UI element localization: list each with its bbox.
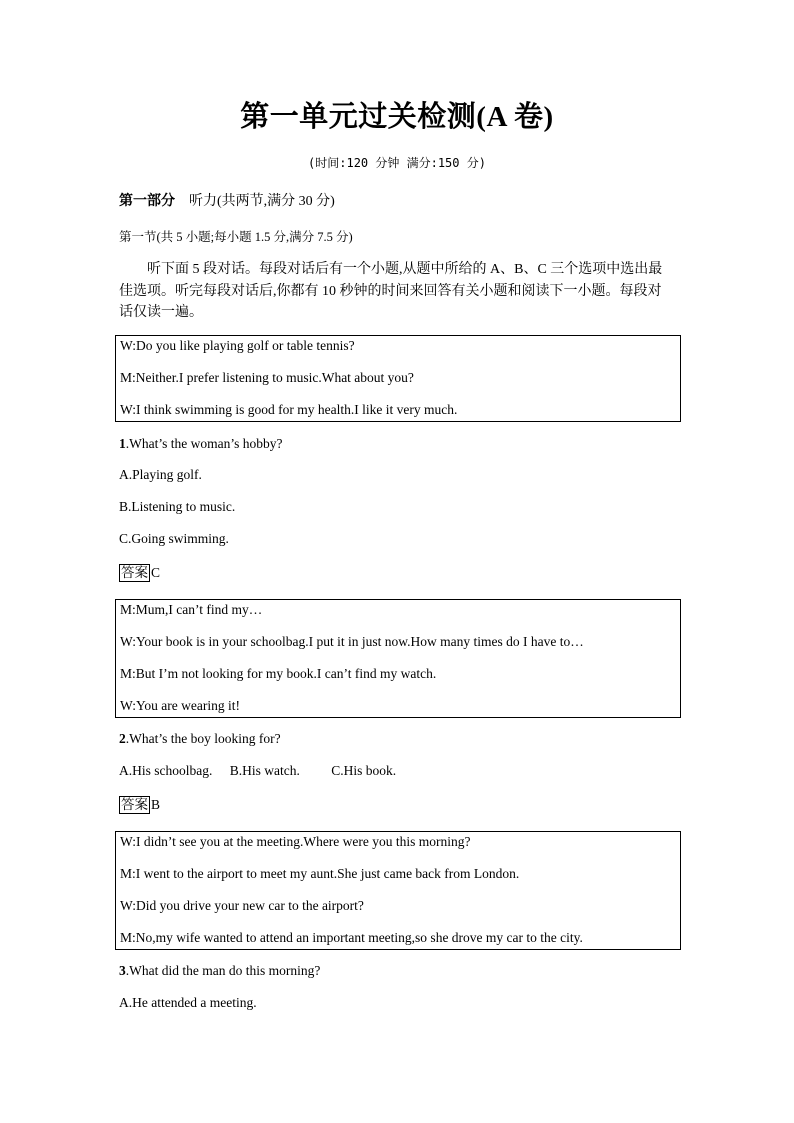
dialog-line: W:I think swimming is good for my health.I like it very much.	[120, 402, 458, 417]
question-number: 3	[119, 963, 126, 978]
option-b: B.His watch.	[229, 763, 300, 778]
exam-title: 第一单元过关检测(A 卷)	[240, 101, 554, 133]
question-3	[119, 963, 320, 979]
dialog-line: M:But I’m not looking for my book.I can’t find my watch.	[120, 666, 437, 681]
dialog-line: W:I didn’t see you at the meeting.Where were you this morning?	[120, 834, 471, 849]
question-number: 1	[119, 436, 126, 451]
answer-tag: 答案	[121, 797, 148, 812]
dialog-box-3	[115, 831, 681, 950]
options-row	[119, 763, 396, 779]
question-text: .What’s the boy looking for?	[125, 731, 281, 746]
dialog-line: W:You are wearing it!	[120, 698, 240, 713]
question-text: .What did the man do this morning?	[125, 963, 321, 978]
dialog-line: M:No,my wife wanted to attend an important meeting,so she drove my car to the city.	[120, 930, 583, 945]
option-c: C.Going swimming.	[119, 531, 229, 546]
dialog-line: W:Do you like playing golf or table tennis?	[120, 338, 355, 353]
dialog-line: W:Did you drive your new car to the airport?	[120, 898, 364, 913]
question-1	[119, 436, 282, 452]
dialog-line: W:Your book is in your schoolbag.I put it in just now.How many times do I have to…	[120, 634, 584, 649]
dialog-box-1	[115, 335, 681, 422]
answer-tag: 答案	[121, 565, 148, 580]
option-b: B.Listening to music.	[119, 499, 236, 514]
exam-subtitle: (时间:120 分钟 满分:150 分)	[308, 156, 486, 170]
answer-value: B	[151, 797, 161, 812]
option-a: A.He attended a meeting.	[119, 995, 257, 1010]
question-text: .What’s the woman’s hobby?	[125, 436, 283, 451]
section-instructions: 听下面 5 段对话。每段对话后有一个小题,从题中所给的 A、B、C 三个选项中选出最佳选项。听完每段对话后,你都有 10 秒钟的时间来回答有关小题和阅读下一小题。每段对话仅读一遍。	[119, 262, 663, 320]
dialog-line: M:I went to the airport to meet my aunt.She just came back from London.	[120, 866, 520, 881]
dialog-line: M:Mum,I can’t find my…	[120, 602, 263, 617]
section-heading: 第一节(共 5 小题;每小题 1.5 分,满分 7.5 分)	[119, 230, 353, 244]
option-a: A.His schoolbag.	[119, 763, 213, 778]
part-label: 第一部分	[119, 194, 175, 209]
part-heading	[119, 190, 335, 210]
part-name: 听力(共两节,满分 30 分)	[189, 194, 335, 209]
option-a: A.Playing golf.	[119, 467, 202, 482]
question-number: 2	[119, 731, 126, 746]
dialog-box-2	[115, 599, 681, 718]
option-c: C.His book.	[331, 763, 397, 778]
question-2	[119, 731, 281, 747]
answer-value: C	[151, 565, 161, 580]
answer-2	[119, 796, 160, 814]
dialog-line: M:Neither.I prefer listening to music.What about you?	[120, 370, 414, 385]
answer-1	[119, 564, 160, 582]
